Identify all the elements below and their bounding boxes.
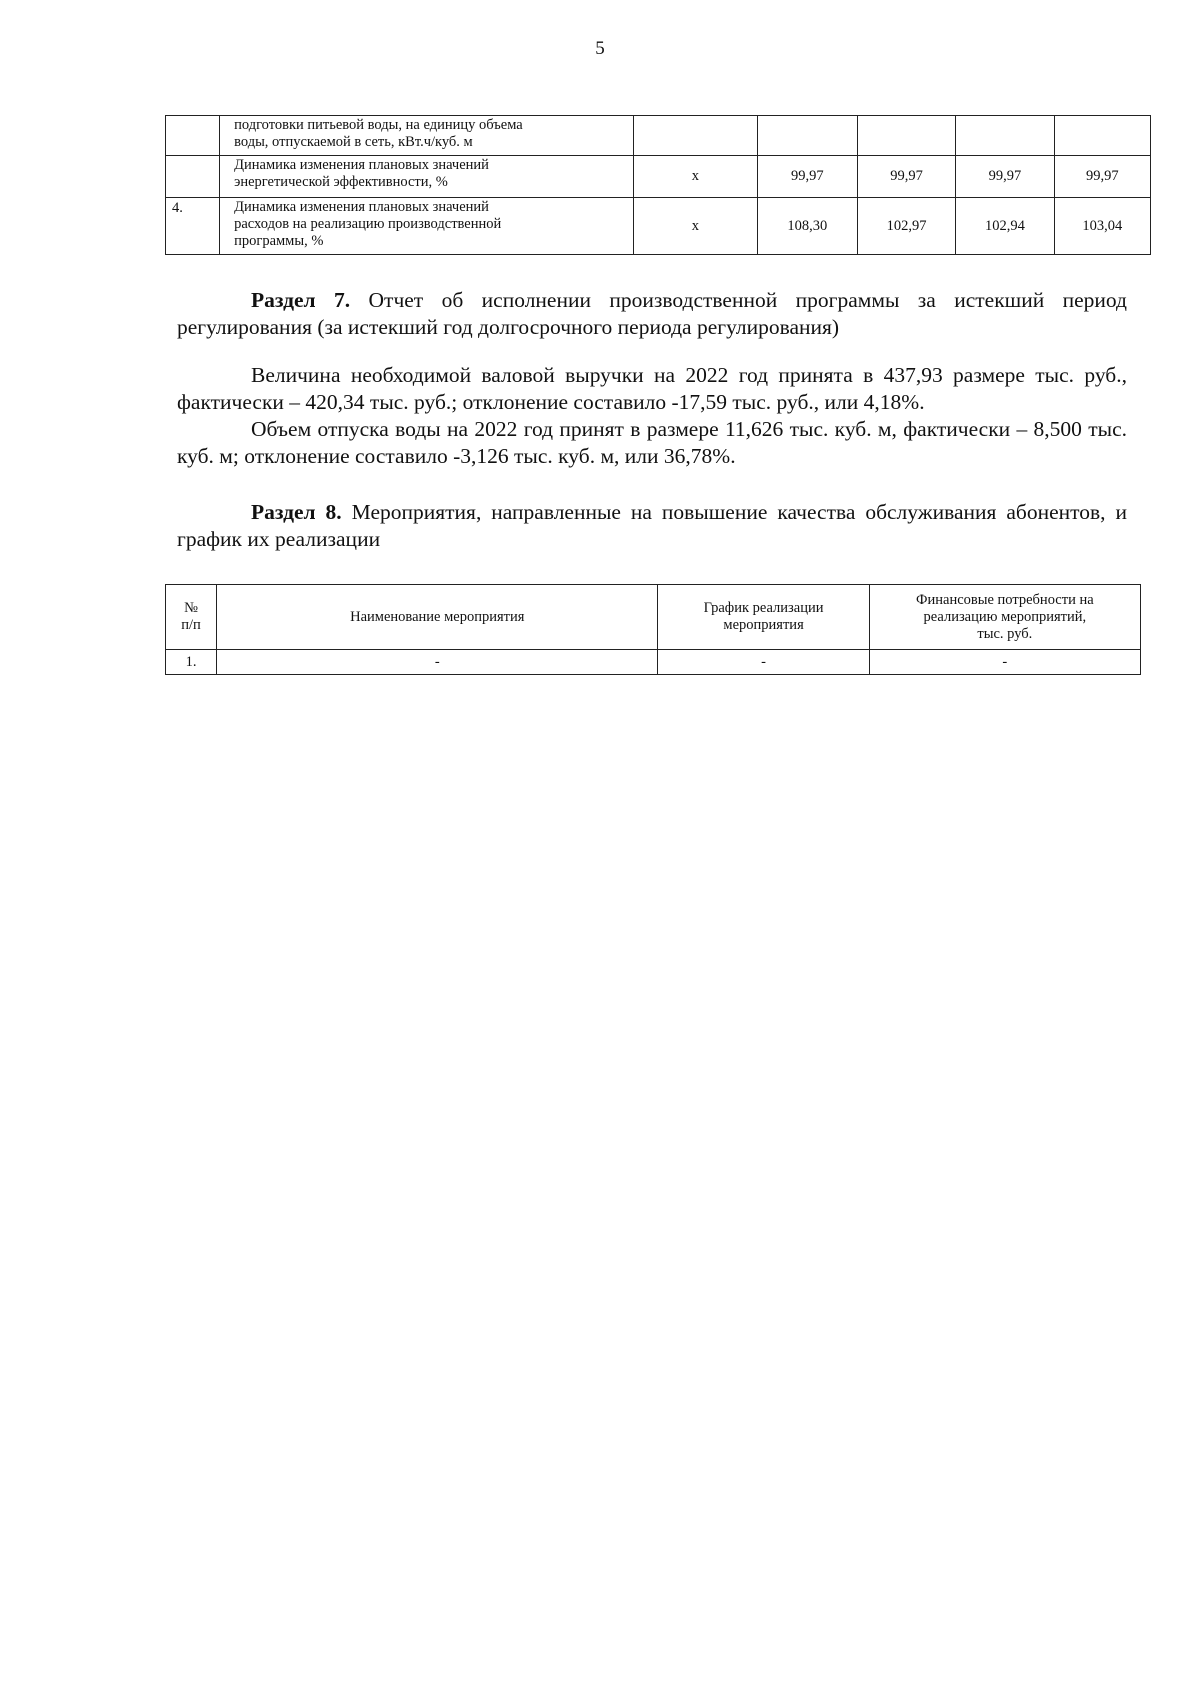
value-cell: 99,97: [956, 156, 1054, 198]
header-line: Финансовые потребности на: [916, 591, 1094, 608]
header-line: График реализации: [703, 600, 824, 616]
section-7-label: Раздел 7.: [251, 288, 351, 312]
header-line: №: [184, 600, 198, 616]
column-header-schedule: [658, 585, 869, 650]
description-line: Динамика изменения плановых значений: [234, 199, 489, 215]
row-number-cell: [166, 156, 220, 198]
header-line: п/п: [181, 617, 201, 633]
row-number-cell: 4.: [166, 198, 220, 255]
measures-table: [165, 584, 1141, 675]
water-volume-paragraph: Объем отпуска воды на 2022 год принят в размере 11,626 тыс. куб. м, фактически – 8,500 тыс. куб. м; отклонение составило -3,126 тыс. куб. м, или 36,78%.: [177, 417, 1127, 468]
row-number-cell: [166, 116, 220, 156]
value-cell: 108,30: [757, 198, 857, 255]
value-cell: [857, 116, 955, 156]
page-number: 5: [595, 38, 605, 59]
value-cell: [757, 116, 857, 156]
value-cell: 103,04: [1054, 198, 1150, 255]
row-description-cell: [220, 198, 634, 255]
table-row: [166, 650, 1141, 675]
row-description-cell: [220, 156, 634, 198]
measure-schedule-cell: -: [658, 650, 869, 675]
value-cell: [1054, 116, 1150, 156]
description-line: подготовки питьевой воды, на единицу объема: [234, 117, 523, 133]
value-cell: x: [634, 198, 758, 255]
measure-name-cell: -: [217, 650, 658, 675]
revenue-paragraph: Величина необходимой валовой выручки на 2022 год принята в 437,93 размере тыс. руб., фактически – 420,34 тыс. руб.; отклонение составило -17,59 тыс. руб., или 4,18%.: [177, 363, 1127, 414]
value-cell: x: [634, 156, 758, 198]
measure-finance-cell: -: [869, 650, 1140, 675]
table-header-row: [166, 585, 1141, 650]
section-8-label: Раздел 8.: [251, 500, 342, 524]
section-7-heading: [177, 287, 1127, 341]
value-cell: 102,94: [956, 198, 1054, 255]
row-description-cell: [220, 116, 634, 156]
column-header-finance: [869, 585, 1140, 650]
value-cell: 99,97: [757, 156, 857, 198]
header-line: мероприятия: [723, 617, 804, 633]
description-line: энергетической эффективности, %: [234, 174, 448, 190]
column-header-number: [166, 585, 217, 650]
column-header-name: Наименование мероприятия: [217, 585, 658, 650]
value-cell: 102,97: [857, 198, 955, 255]
value-cell: [956, 116, 1054, 156]
row-number-cell: 1.: [166, 650, 217, 675]
description-line: расходов на реализацию производственной: [234, 216, 502, 232]
value-cell: 99,97: [857, 156, 955, 198]
value-cell: [634, 116, 758, 156]
indicators-table: [165, 115, 1151, 255]
header-line: тыс. руб.: [977, 625, 1033, 642]
section-7-text: Отчет об исполнении производственной программы за истекший период регулирования (за истекший год долгосрочного периода регулирования): [177, 288, 1127, 339]
table-row: [166, 116, 1151, 156]
description-line: воды, отпускаемой в сеть, кВт.ч/куб. м: [234, 134, 473, 150]
description-line: Динамика изменения плановых значений: [234, 157, 489, 173]
description-line: программы, %: [234, 233, 324, 249]
section-8-heading: [177, 499, 1127, 553]
table-row: [166, 156, 1151, 198]
header-line: реализацию мероприятий,: [923, 608, 1087, 625]
section-8-text: Мероприятия, направленные на повышение качества обслуживания абонентов, и график их реализации: [177, 500, 1127, 551]
table-row: [166, 198, 1151, 255]
value-cell: 99,97: [1054, 156, 1150, 198]
